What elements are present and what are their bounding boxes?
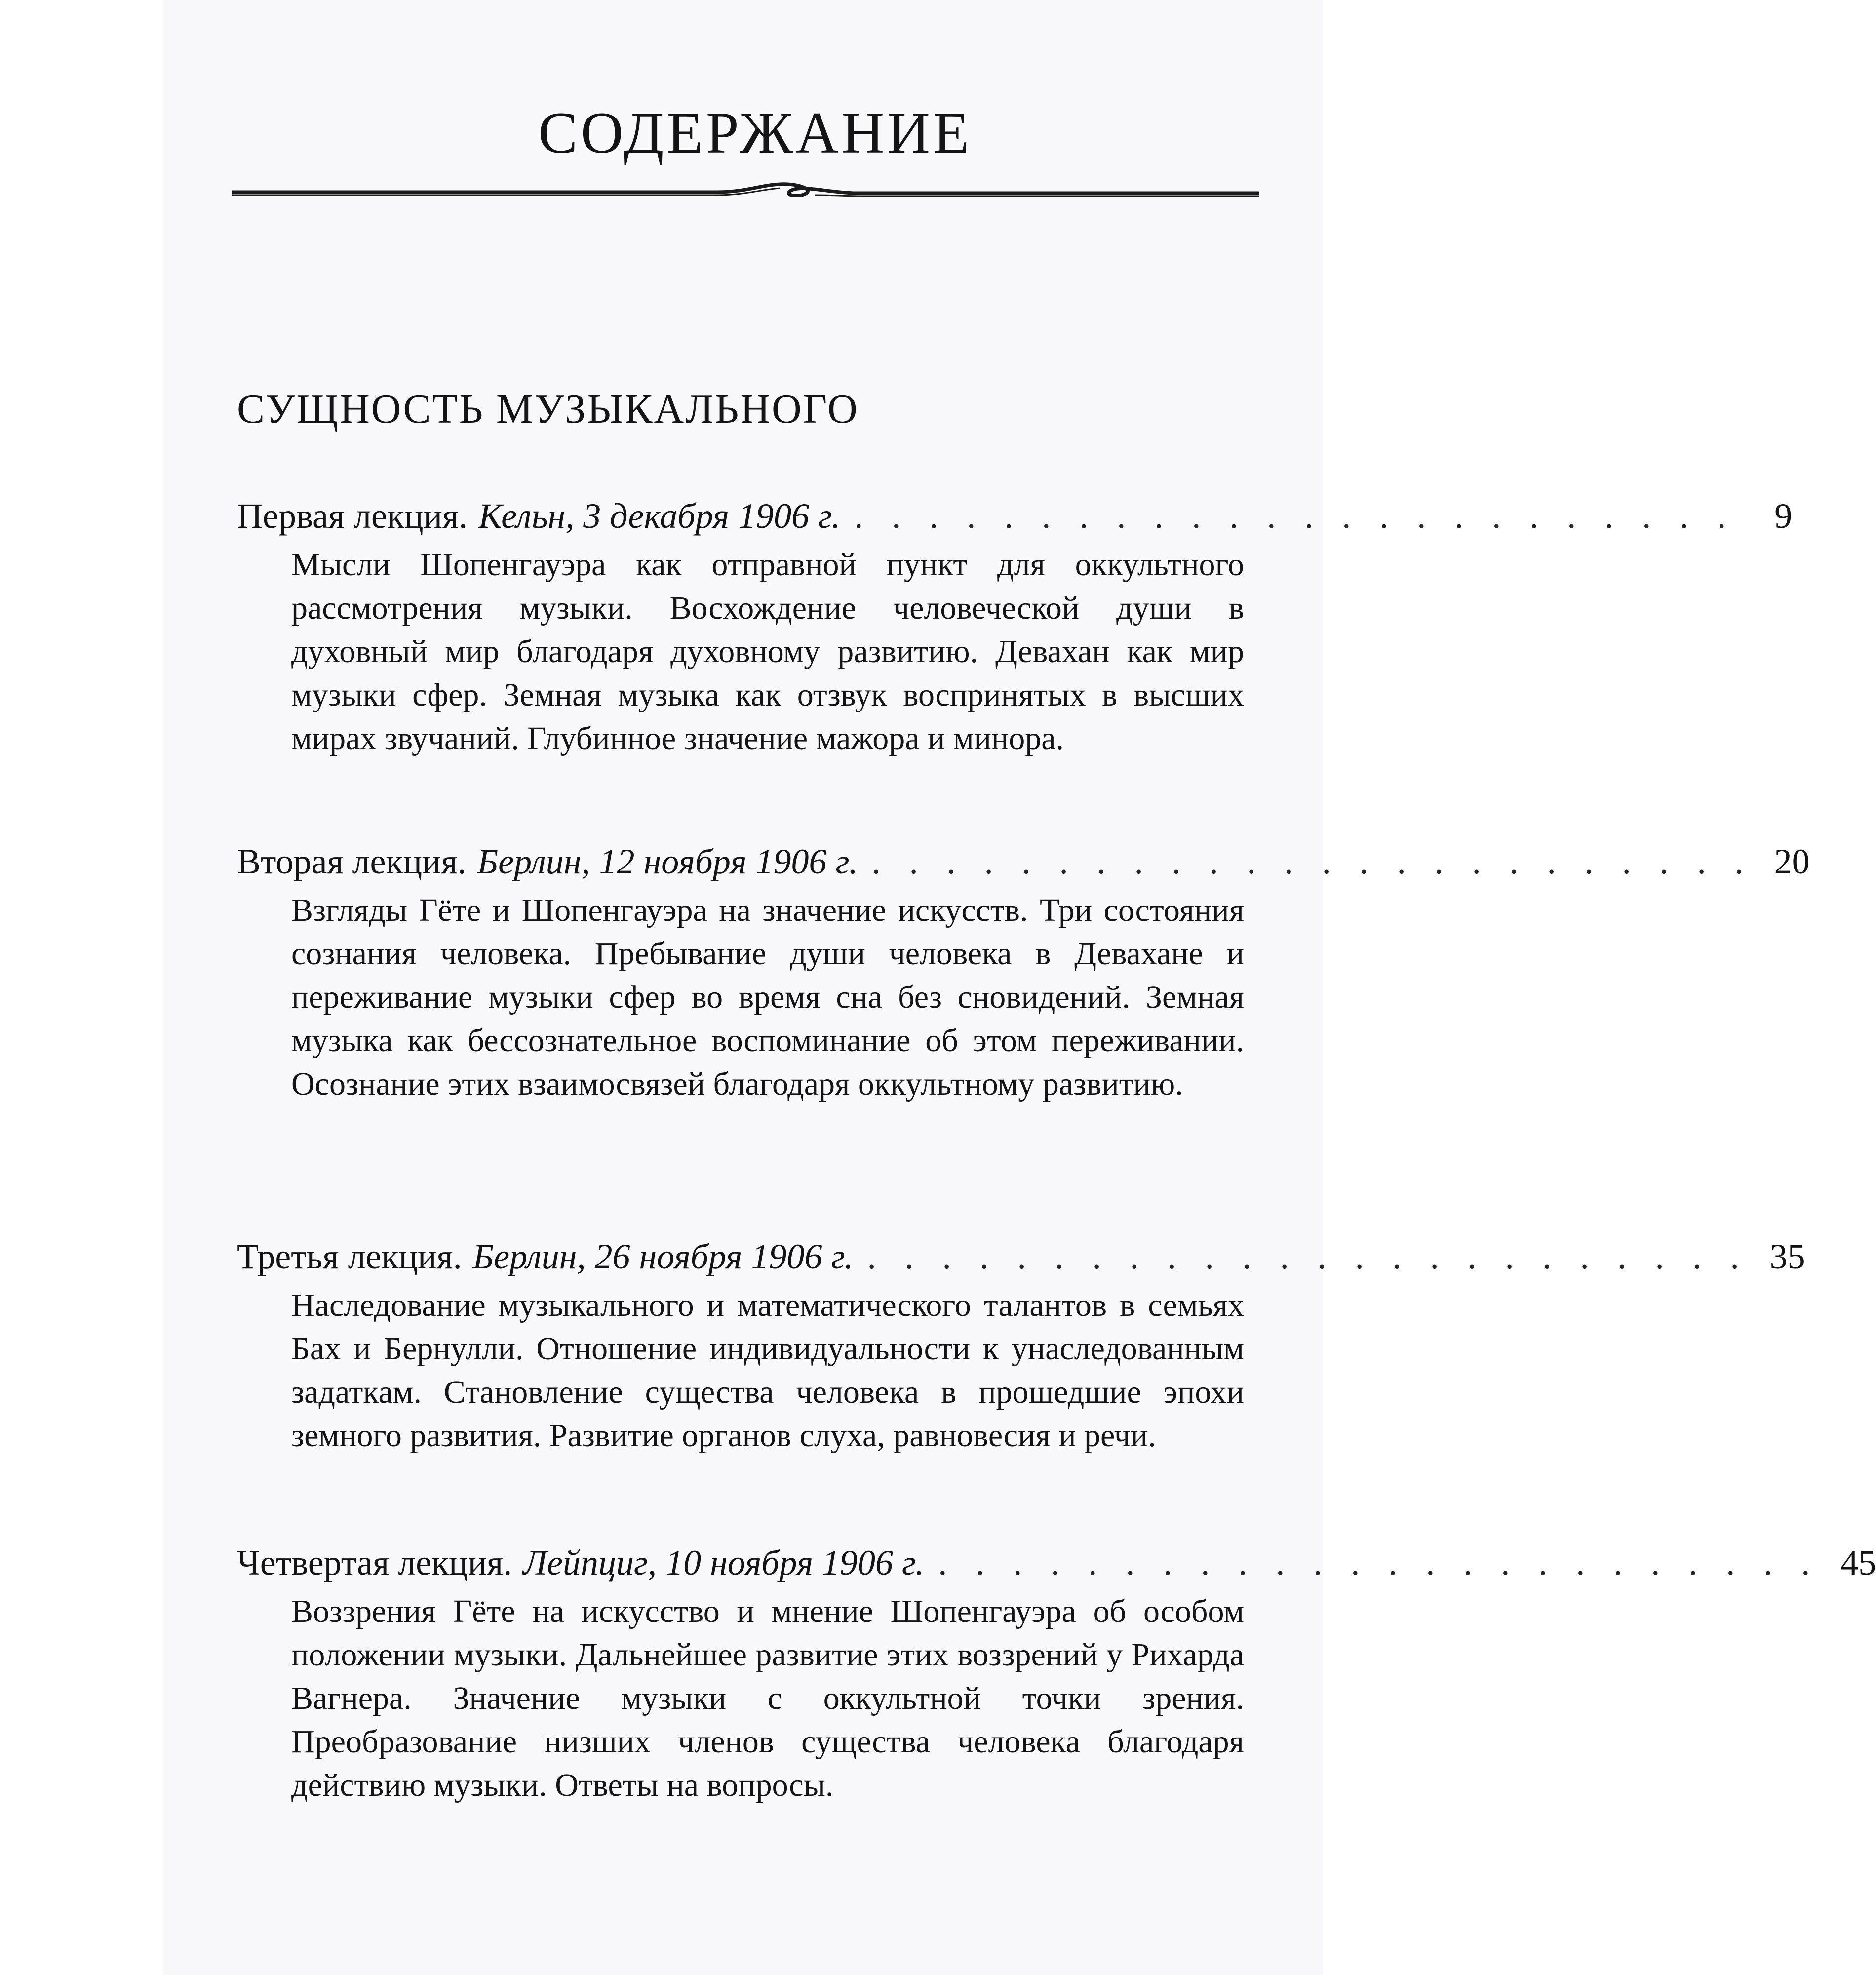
toc-entry-heading: [237, 1540, 1876, 1585]
lecture-place-date: Берлин, 12 ноября 1906 г.: [477, 842, 858, 881]
toc-entry: [237, 1540, 1876, 1807]
title-flourish-rule: [232, 175, 1259, 210]
leader-dots: . . . . . . . . . . . . . . . . . . . . . . . .: [854, 496, 1736, 536]
leader-dots: . . . . . . . . . . . . . . . . . . . . . . . .: [938, 1543, 1820, 1582]
lecture-number: Третья лекция.: [237, 1237, 462, 1276]
lecture-place-date: Лейпциг, 10 ноября 1906 г.: [523, 1543, 925, 1582]
section-title: СУЩНОСТЬ МУЗЫКАЛЬНОГО: [237, 386, 859, 432]
lecture-summary: Взгляды Гёте и Шопенгауэра на значение искусств. Три состояния сознания человека. Пребывание души человека в Девахане и переживание музыки сфер во время сна без сновидений. Земная музыка как бессознательное воспоминание об этом переживании. Осознание этих взаимосвязей благодаря оккультному развитию.: [291, 892, 1244, 1102]
lecture-place-date: Берлин, 26 ноября 1906 г.: [472, 1237, 854, 1276]
page-number: 35: [1769, 1237, 1805, 1276]
lecture-place-date: Кельн, 3 декабря 1906 г.: [478, 496, 841, 536]
page-title: СОДЕРЖАНИЕ: [538, 100, 973, 165]
toc-entry: [237, 1234, 1805, 1458]
toc-entry: [237, 494, 1793, 760]
lecture-number: Четвертая лекция.: [237, 1543, 512, 1582]
lecture-summary: Воззрения Гёте на искусство и мнение Шопенгауэра об особом положении музыки. Дальнейшее развитие этих воззрений у Рихарда Вагнера. Значение музыки с оккультной точки зрения. Преобразование низших членов существа человека благодаря действию музыки. Ответы на вопросы.: [291, 1593, 1244, 1803]
toc-entry-heading: [237, 494, 1793, 538]
toc-entry: [237, 839, 1810, 1106]
page-number: 45: [1840, 1543, 1876, 1582]
page-number: 20: [1774, 842, 1810, 881]
lecture-summary: Мысли Шопенгауэра как отправной пункт для оккультного рассмотрения музыки. Восхождение человеческой души в духовный мир благодаря духовному развитию. Девахан как мир музыки сфер. Земная музыка как отзвук воспринятых в высших мирах звучаний. Глубинное значение мажора и минора.: [291, 547, 1244, 756]
toc-entry-heading: [237, 839, 1810, 884]
lecture-number: Первая лекция.: [237, 496, 468, 536]
leader-dots: . . . . . . . . . . . . . . . . . . . . . . . .: [867, 1237, 1749, 1276]
lecture-summary: Наследование музыкального и математического талантов в семьях Бах и Бернулли. Отношение индивидуальности к унаследованным задаткам. Становление существа человека в прошедшие эпохи земного развития. Развитие органов слуха, равновесия и речи.: [291, 1287, 1244, 1454]
page-number: 9: [1774, 496, 1793, 536]
lecture-number: Вторая лекция.: [237, 842, 467, 881]
leader-dots: . . . . . . . . . . . . . . . . . . . . . . . .: [871, 842, 1754, 881]
toc-entry-heading: [237, 1234, 1805, 1279]
